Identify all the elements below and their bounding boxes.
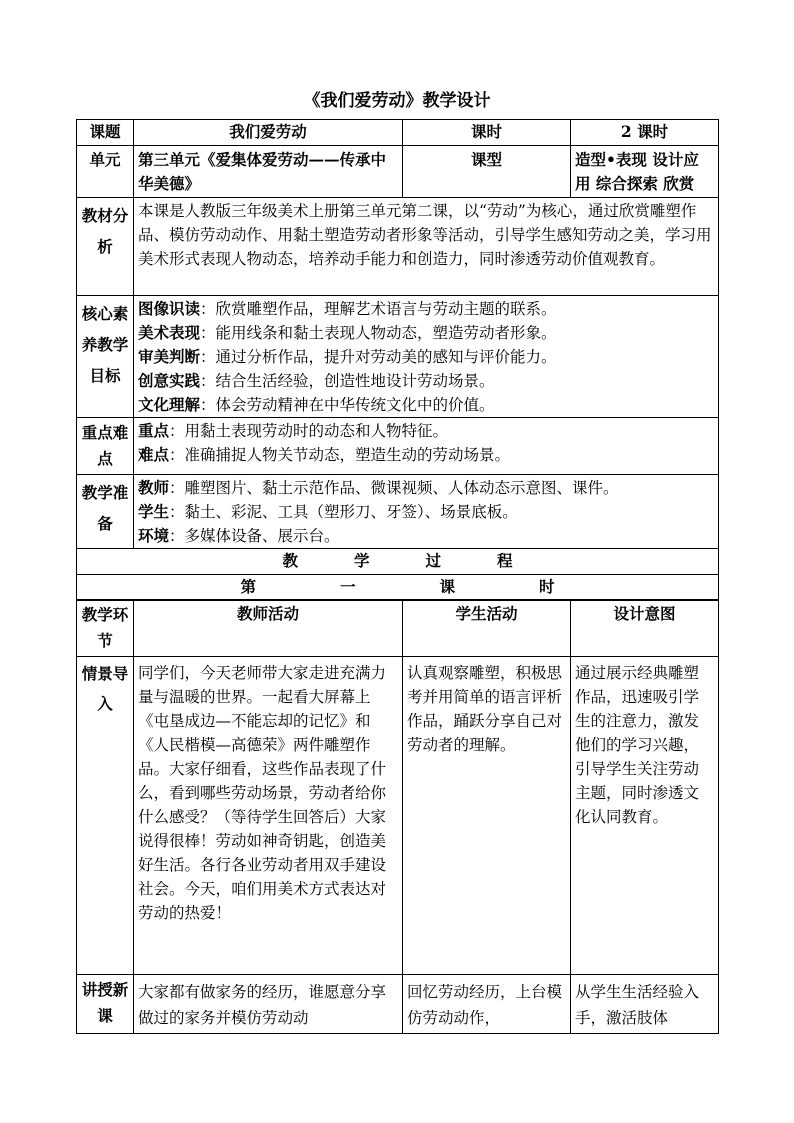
topic-label: 课题 (77, 120, 134, 146)
analysis-text: 本课是人教版三年级美术上册第三单元第二课，以“劳动”为核心，通过欣赏雕塑作品、模仿劳动动作、用黏土塑造劳动者形象等活动，引导学生感知劳动之美，学习用美术形式表现人物动态，培养动手能力和创造力，同时渗透劳动价值观教育。 (134, 198, 719, 296)
stage-cell: 讲授新课 (77, 975, 134, 1034)
teacher-cell: 同学们，今天老师带大家走进充满力量与温暖的世界。一起看大屏幕上《屯垦成边—不能忘却的记忆》和《人民楷模—高德荣》两件雕塑作品。大家仔细看，这些作品表现了什么，看到哪些劳动场景，劳动者给你什么感受？（等待学生回答后）大家说得很棒！劳动如神奇钥匙，创造美好生活。各行各业劳动者用双手建设社会。今天，咱们用美术方式表达对劳动的热爱！ (134, 657, 403, 975)
lesson-plan-table (76, 119, 719, 601)
process-title-row (77, 549, 719, 575)
process-table (76, 599, 719, 1034)
prep-row (77, 475, 719, 549)
goal-item: 美术表现：能用线条和黏土表现人物动态，塑造劳动者形象。 (138, 323, 557, 342)
keypoint-item: 重点：用黏土表现劳动时的动态和人物特征。 (138, 421, 449, 440)
analysis-row (77, 198, 719, 296)
process-title: 教 学 过 程 (77, 549, 719, 575)
prep-item: 学生：黏土、彩泥、工具（塑形刀、牙签）、场景底板。 (138, 502, 518, 521)
teacher-cell: 大家都有做家务的经历，谁愿意分享做过的家务并模仿劳动动 (134, 975, 403, 1034)
hours-value: 2 课时 (571, 120, 719, 146)
col-student: 学生活动 (403, 600, 571, 657)
type-value: 造型•表现 设计应用 综合探索 欣赏 (571, 146, 719, 198)
lesson-title-row (77, 575, 719, 601)
keypoints-content (134, 418, 719, 475)
topic-value: 我们爱劳动 (134, 120, 403, 146)
prep-item: 环境：多媒体设备、展示台。 (138, 526, 340, 545)
topic-row (77, 120, 719, 146)
goal-item: 审美判断：通过分析作品，提升对劳动美的感知与评价能力。 (138, 347, 557, 366)
unit-row (77, 146, 719, 198)
analysis-label: 教材分析 (77, 198, 134, 296)
col-stage: 教学环节 (77, 600, 134, 657)
keypoint-item: 难点：准确捕捉人物关节动态，塑造生动的劳动场景。 (138, 445, 511, 464)
column-header-row (77, 600, 719, 657)
goals-row (77, 296, 719, 418)
keypoints-row (77, 418, 719, 475)
stage-cell: 情景导入 (77, 657, 134, 975)
prep-item: 教师：雕塑图片、黏土示范作品、微课视频、人体动态示意图、课件。 (138, 478, 619, 497)
intent-cell: 从学生生活经验入手，激活肢体 (571, 975, 719, 1034)
goal-item: 文化理解：体会劳动精神在中华传统文化中的价值。 (138, 395, 495, 414)
unit-value: 第三单元《爱集体爱劳动——传承中华美德》 (134, 146, 403, 198)
unit-label: 单元 (77, 146, 134, 198)
prep-content (134, 475, 719, 549)
hours-label: 课时 (403, 120, 571, 146)
col-intent: 设计意图 (571, 600, 719, 657)
student-cell: 回忆劳动经历，上台模仿劳动动作， (403, 975, 571, 1034)
student-cell: 认真观察雕塑，积极思考并用简单的语言评析作品，踊跃分享自己对劳动者的理解。 (403, 657, 571, 975)
goal-item: 图像识读：欣赏雕塑作品，理解艺术语言与劳动主题的联系。 (138, 299, 557, 318)
intent-cell: 通过展示经典雕塑作品，迅速吸引学生的注意力，激发他们的学习兴趣，引导学生关注劳动主题，同时渗透文化认同教育。 (571, 657, 719, 975)
prep-label: 教学准备 (77, 475, 134, 549)
lesson-title: 第 一 课 时 (77, 575, 719, 601)
goals-label: 核心素养教学目标 (77, 296, 134, 418)
document-title: 《我们爱劳动》教学设计 (303, 91, 491, 111)
goal-item: 创意实践：结合生活经验，创造性地设计劳动场景。 (138, 371, 495, 390)
process-row (77, 657, 719, 975)
process-row (77, 975, 719, 1034)
goals-content (134, 296, 719, 418)
type-label: 课型 (403, 146, 571, 198)
keypoints-label: 重点难点 (77, 418, 134, 475)
col-teacher: 教师活动 (134, 600, 403, 657)
